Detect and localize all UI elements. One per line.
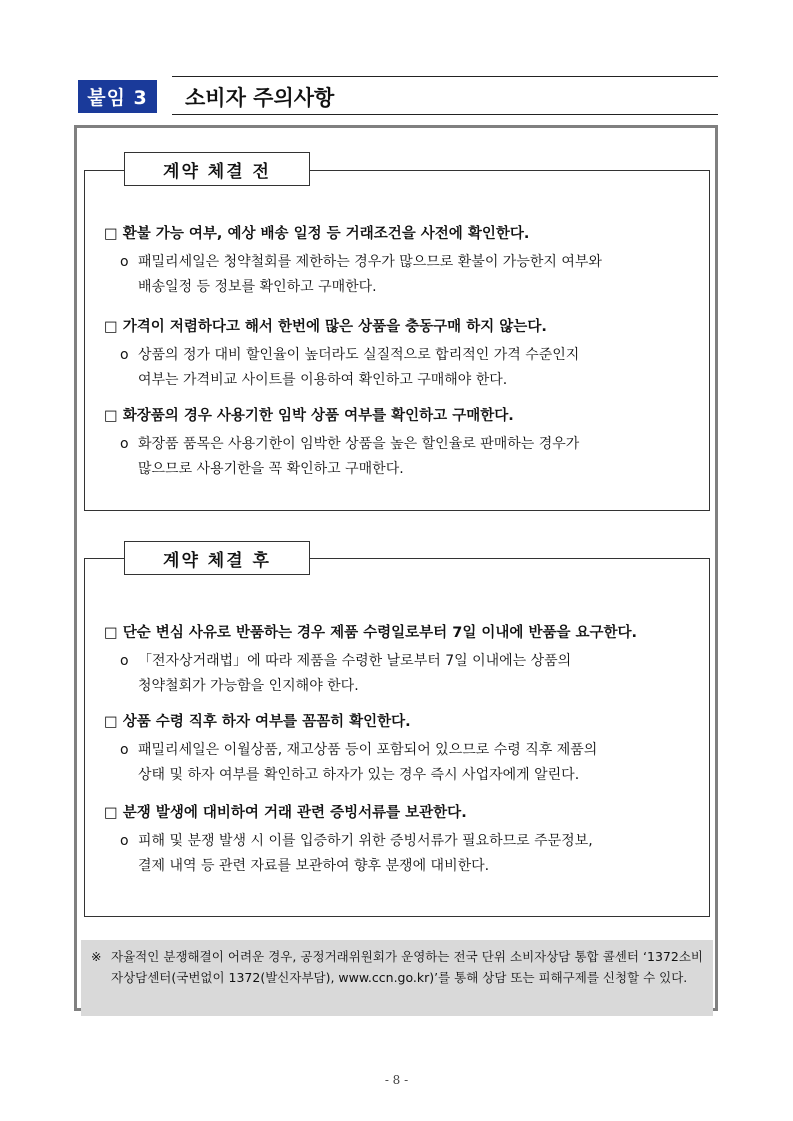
page-number: - 8 -: [384, 1073, 409, 1087]
item-body: [120, 432, 694, 482]
bullet-mark: o: [120, 833, 129, 849]
item-heading: □ 분쟁 발생에 대비하여 거래 관련 증빙서류를 보관한다.: [104, 805, 467, 821]
section-tab-after-contract: 계약 체결 후: [124, 541, 310, 575]
item-heading: □ 단순 변심 사유로 반품하는 경우 제품 수령일로부터 7일 이내에 반품을 요구한다.: [104, 625, 638, 641]
item-heading: □ 상품 수령 직후 하자 여부를 꼼꼼히 확인한다.: [104, 714, 411, 730]
item-body: [120, 649, 694, 699]
item-body-line: 배송일정 등 정보를 확인하고 구매한다.: [138, 279, 377, 295]
header-rule-top: [172, 76, 718, 77]
bullet-mark: o: [120, 653, 129, 669]
reference-mark: ※: [91, 949, 102, 964]
item-body: [120, 738, 694, 788]
consumer-hotline-note: [81, 940, 713, 1016]
section-tab-before-contract: 계약 체결 전: [124, 152, 310, 186]
bullet-mark: o: [120, 436, 129, 452]
item-body-line: 패밀리세일은 청약철회를 제한하는 경우가 많으므로 환불이 가능한지 여부와: [138, 254, 602, 270]
attachment-badge: 붙임 3: [78, 80, 157, 113]
item-body-line: 상품의 정가 대비 할인율이 높더라도 실질적으로 합리적인 가격 수준인지: [138, 347, 580, 363]
item-body: [120, 250, 694, 300]
note-text: 자율적인 분쟁해결이 어려운 경우, 공정거래위원회가 운영하는 전국 단위 소비자상담 통합 콜센터 ‘1372소비자상담센터(국번없이 1372(발신자부담), www.ccn.go.kr)’를 통해 상담 또는 피해구제를 신청할 수 있다.: [111, 949, 703, 985]
item-heading: □ 가격이 저렴하다고 해서 한번에 많은 상품을 충동구매 하지 않는다.: [104, 319, 547, 335]
header-rule-bottom: [172, 114, 718, 115]
bullet-mark: o: [120, 742, 129, 758]
bullet-mark: o: [120, 254, 129, 270]
item-body-line: 피해 및 분쟁 발생 시 이를 입증하기 위한 증빙서류가 필요하므로 주문정보,: [138, 833, 593, 849]
item-body-line: 「전자상거래법」에 따라 제품을 수령한 날로부터 7일 이내에는 상품의: [138, 653, 572, 669]
page-title: 소비자 주의사항: [185, 86, 335, 110]
item-body-line: 화장품 품목은 사용기한이 임박한 상품을 높은 할인율로 판매하는 경우가: [138, 436, 580, 452]
item-body-line: 패밀리세일은 이월상품, 재고상품 등이 포함되어 있으므로 수령 직후 제품의: [138, 742, 598, 758]
item-body-line: 결제 내역 등 관련 자료를 보관하여 향후 분쟁에 대비한다.: [138, 858, 490, 874]
item-heading: □ 환불 가능 여부, 예상 배송 일정 등 거래조건을 사전에 확인한다.: [104, 226, 530, 242]
item-body-line: 상태 및 하자 여부를 확인하고 하자가 있는 경우 즉시 사업자에게 알린다.: [138, 767, 580, 783]
item-heading: □ 화장품의 경우 사용기한 임박 상품 여부를 확인하고 구매한다.: [104, 408, 514, 424]
item-body: [120, 343, 694, 393]
item-body-line: 여부는 가격비교 사이트를 이용하여 확인하고 구매해야 한다.: [138, 372, 508, 388]
item-body: [120, 829, 694, 879]
bullet-mark: o: [120, 347, 129, 363]
item-body-line: 청약철회가 가능함을 인지해야 한다.: [138, 678, 359, 694]
item-body-line: 많으므로 사용기한을 꼭 확인하고 구매한다.: [138, 461, 404, 477]
